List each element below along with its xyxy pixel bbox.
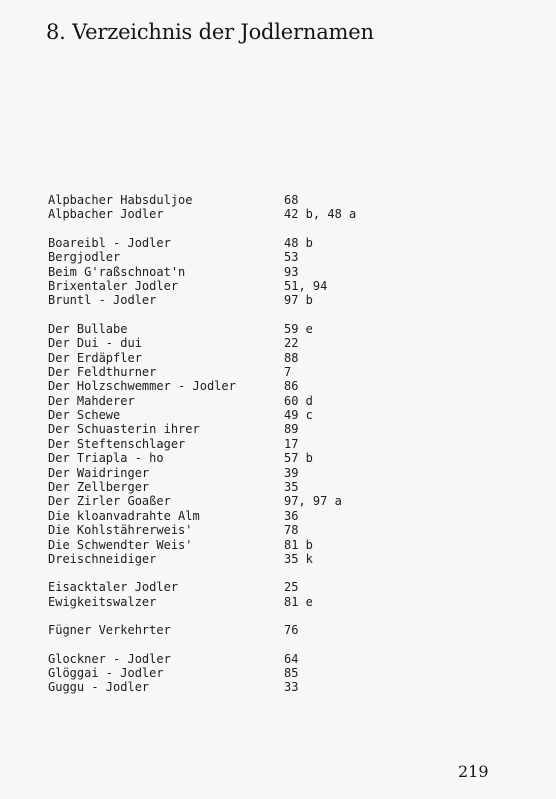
jodler-name: Der Schuasterin ihrer [48, 422, 200, 437]
song-number-reference: 33 [284, 680, 299, 695]
jodler-name: Der Zellberger [48, 480, 150, 495]
song-number-reference: 93 [284, 264, 299, 279]
jodler-name: Der Erdäpfler [48, 350, 142, 365]
index-entry [48, 207, 508, 221]
index-letter-group [48, 580, 508, 609]
index-entry [48, 351, 508, 365]
song-number-reference: 97, 97 a [284, 494, 342, 509]
jodler-name: Boareibl - Jodler [48, 235, 171, 250]
jodler-name: Der Steftenschlager [48, 436, 186, 451]
jodler-name: Alpbacher Habsduljoe [48, 193, 193, 207]
song-number-reference: 35 [284, 480, 299, 495]
index-entry [48, 422, 508, 436]
song-number-reference: 81 e [284, 594, 313, 609]
jodler-name: Der Waidringer [48, 465, 150, 480]
jodler-name: Der Holzschwemmer - Jodler [48, 379, 236, 394]
page-title: 8. Verzeichnis der Jodlernamen [46, 20, 374, 44]
song-number-reference: 35 k [284, 551, 313, 566]
jodler-name: Guggu - Jodler [48, 680, 150, 695]
song-number-reference: 25 [284, 580, 299, 595]
song-number-reference: 51, 94 [284, 278, 328, 293]
index-entry [48, 279, 508, 293]
song-number-reference: 22 [284, 336, 299, 351]
jodler-name: Der Dui - dui [48, 336, 142, 351]
index-entry [48, 250, 508, 264]
song-number-reference: 88 [284, 350, 299, 365]
index-entry [48, 652, 508, 666]
jodler-name: Glöggai - Jodler [48, 665, 164, 680]
index-entry [48, 580, 508, 594]
index-entry [48, 623, 508, 637]
index-entry [48, 666, 508, 680]
index-letter-group [48, 322, 508, 567]
song-number-reference: 39 [284, 465, 299, 480]
song-number-reference: 49 c [284, 408, 313, 423]
index-entry [48, 680, 508, 694]
song-number-reference: 76 [284, 623, 299, 638]
song-number-reference: 36 [284, 508, 299, 523]
index-entry [48, 595, 508, 609]
index-entry [48, 466, 508, 480]
jodler-name: Bergjodler [48, 250, 121, 265]
index-entry [48, 365, 508, 379]
index-entry [48, 509, 508, 523]
song-number-reference: 57 b [284, 451, 313, 466]
index-letter-group [48, 623, 508, 637]
index-entry [48, 379, 508, 393]
jodler-name: Fügner Verkehrter [48, 623, 171, 638]
jodler-name: Eisacktaler Jodler [48, 580, 179, 595]
song-number-reference: 68 [284, 193, 299, 207]
index-entry [48, 336, 508, 350]
jodler-name: Der Zirler Goaßer [48, 494, 171, 509]
index-entry [48, 193, 508, 207]
index-entry [48, 293, 508, 307]
jodler-name: Beim G'raßschnoat'n [48, 264, 186, 279]
index-entry [48, 265, 508, 279]
song-number-reference: 17 [284, 436, 299, 451]
jodler-name-index [48, 193, 508, 709]
index-letter-group [48, 652, 508, 695]
song-number-reference: 42 b, 48 a [284, 207, 357, 222]
jodler-name: Ewigkeitswalzer [48, 594, 157, 609]
song-number-reference: 85 [284, 665, 299, 680]
jodler-name: Die Kohlstährerweis' [48, 523, 193, 538]
jodler-name: Glockner - Jodler [48, 651, 171, 666]
jodler-name: Der Triapla - ho [48, 451, 164, 466]
jodler-name: Die Schwendter Weis' [48, 537, 193, 552]
song-number-reference: 86 [284, 379, 299, 394]
jodler-name: Der Bullabe [48, 321, 128, 336]
song-number-reference: 48 b [284, 235, 313, 250]
jodler-name: Der Schewe [48, 408, 121, 423]
index-entry [48, 552, 508, 566]
index-entry [48, 437, 508, 451]
index-entry [48, 236, 508, 250]
song-number-reference: 97 b [284, 293, 313, 308]
song-number-reference: 89 [284, 422, 299, 437]
index-entry [48, 523, 508, 537]
jodler-name: Brixentaler Jodler [48, 278, 179, 293]
song-number-reference: 60 d [284, 393, 313, 408]
index-entry [48, 494, 508, 508]
index-entry [48, 538, 508, 552]
index-entry [48, 322, 508, 336]
jodler-name: Der Feldthurner [48, 364, 157, 379]
song-number-reference: 78 [284, 523, 299, 538]
page-number: 219 [458, 762, 489, 781]
jodler-name: Der Mahderer [48, 393, 135, 408]
index-entry [48, 408, 508, 422]
song-number-reference: 53 [284, 250, 299, 265]
index-entry [48, 451, 508, 465]
index-letter-group [48, 193, 508, 222]
jodler-name: Die kloanvadrahte Alm [48, 508, 200, 523]
index-entry [48, 394, 508, 408]
song-number-reference: 64 [284, 651, 299, 666]
jodler-name: Alpbacher Jodler [48, 207, 164, 222]
index-letter-group [48, 236, 508, 308]
index-entry [48, 480, 508, 494]
jodler-name: Dreischneidiger [48, 551, 157, 566]
song-number-reference: 81 b [284, 537, 313, 552]
jodler-name: Bruntl - Jodler [48, 293, 157, 308]
song-number-reference: 59 e [284, 321, 313, 336]
song-number-reference: 7 [284, 364, 292, 379]
